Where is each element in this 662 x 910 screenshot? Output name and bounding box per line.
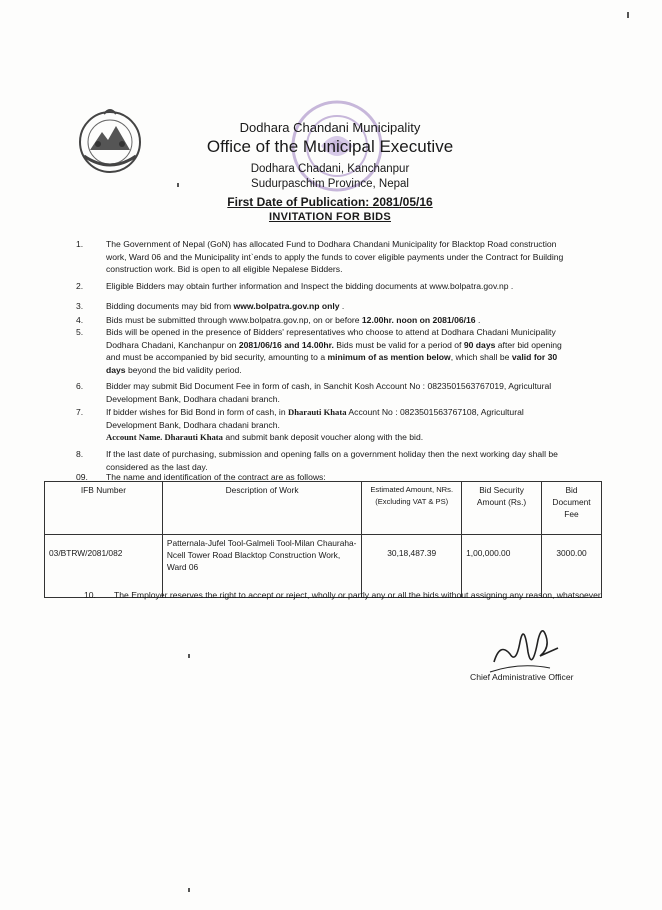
text-run: .	[475, 315, 481, 325]
item-text: The Employer reserves the right to accept or reject, wholly or partly any or all the bids without assigning any reason, whatsoever.	[114, 590, 603, 600]
item-number: 1.	[76, 239, 84, 249]
item-text: Eligible Bidders may obtain further information and Inspect the bidding documents at www.bolpatra.gov.np .	[106, 281, 514, 291]
scan-speck	[188, 888, 190, 892]
publication-date: First Date of Publication: 2081/05/16	[227, 195, 433, 209]
item-text: The name and identification of the contract are as follows:	[106, 472, 326, 482]
col-fee-header: Bid Document Fee	[542, 482, 602, 535]
item-number: 4.	[76, 315, 84, 325]
text-run: If bidder wishes for Bid Bond in form of cash, in	[106, 407, 288, 417]
address-line-2: Sudurpaschim Province, Nepal	[251, 178, 409, 190]
text-run: Bids must be valid for a period of	[333, 339, 464, 350]
bold-run: Account Name. Dharauti Khata	[106, 432, 223, 443]
cell-security: 1,00,000.00	[462, 535, 542, 598]
col-amount-header: Estimated Amount, NRs.(Excluding VAT & PS)	[362, 482, 462, 535]
scan-speck	[177, 183, 179, 187]
contract-table	[44, 481, 602, 598]
text-run: beyond the bid validity period.	[125, 364, 242, 375]
item-text: If the last date of purchasing, submission and opening falls on a government holiday then the next working day shall be considered as the last day.	[106, 449, 558, 472]
text-run: and submit bank deposit voucher along with the bid.	[222, 432, 424, 443]
text-run: Bids must be submitted through www.bolpatra.gov.np, on or before	[106, 315, 362, 325]
municipality-name: Dodhara Chandani Municipality	[239, 120, 421, 135]
item-text: The Government of Nepal (GoN) has allocated Fund to Dodhara Chandani Municipality for Blacktop Road construction work, Ward 06 and the Municipality int`ends to apply the funds to cover eligible payments under the Contract for Building construction work. Bid is open to all eligible Nepalese Bidders.	[106, 239, 564, 275]
text-run: Bids will be opened in the presence of Bidders' representatives who choose to attend at Dodhara Chadani Municipality Dodhara Chadani, Kanchanpur on	[106, 327, 556, 350]
item-text	[106, 314, 574, 327]
text-run: .	[339, 301, 345, 311]
item-number: 3.	[76, 301, 84, 311]
item-text	[106, 406, 574, 444]
item-text	[106, 300, 574, 313]
item-number: 5.	[76, 327, 84, 337]
item-text: Bidder may submit Bid Document Fee in form of cash, in Sanchit Kosh Account No : 0823501563767019, Agricultural Development Bank, Dodhara chadani branch.	[106, 381, 552, 404]
text-run: Account No : 0823501563767108, Agricultural Development Bank, Dodhara chadani branch.	[106, 407, 524, 430]
address-line-1: Dodhara Chadani, Kanchanpur	[250, 163, 410, 175]
col-ifb-header: IFB Number	[45, 482, 163, 535]
item-number: 6.	[76, 381, 84, 391]
scan-speck	[188, 654, 190, 658]
col-security-header: Bid Security Amount (Rs.)	[462, 482, 542, 535]
bold-run: 12.00hr. noon on 2081/06/16	[361, 315, 476, 325]
scan-speck	[627, 12, 629, 18]
text-run: , which shall be	[450, 352, 512, 363]
cell-ifb: 03/BTRW/2081/082	[45, 535, 163, 598]
item-number: 09.	[76, 472, 88, 482]
item-number: 2.	[76, 281, 84, 291]
item-text	[106, 326, 574, 376]
cell-desc: Patternala-Jufel Tool-Galmeli Tool-Milan Chauraha-Ncell Tower Road Blacktop Construction Work, Ward 06	[162, 535, 361, 598]
office-title: Office of the Municipal Executive	[206, 137, 454, 156]
signature-title: Chief Administrative Officer	[470, 672, 574, 682]
bold-run: minimum of as mention below	[327, 352, 451, 363]
bold-run: Dharauti Khata	[288, 407, 347, 417]
cell-fee: 3000.00	[542, 535, 602, 598]
item-number: 8.	[76, 449, 84, 459]
text-run: Bidding documents may bid from	[106, 301, 234, 311]
item-number: 7.	[76, 407, 84, 417]
cell-amount: 30,18,487.39	[362, 535, 462, 598]
text-run: after bid opening and must be accompanied by bid security, amounting to a	[106, 339, 562, 363]
nepal-emblem-icon	[74, 104, 146, 176]
table-header-row	[45, 482, 602, 535]
bold-run: 2081/06/16 and 14.00hr.	[238, 339, 334, 350]
invitation-title: INVITATION FOR BIDS	[268, 211, 391, 223]
bold-run: www.bolpatra.gov.np only	[233, 301, 340, 311]
item-number: 10.	[84, 590, 96, 600]
bold-run: valid for 30 days	[106, 352, 558, 375]
col-desc-header: Description of Work	[162, 482, 361, 535]
bold-run: 90 days	[463, 339, 496, 350]
